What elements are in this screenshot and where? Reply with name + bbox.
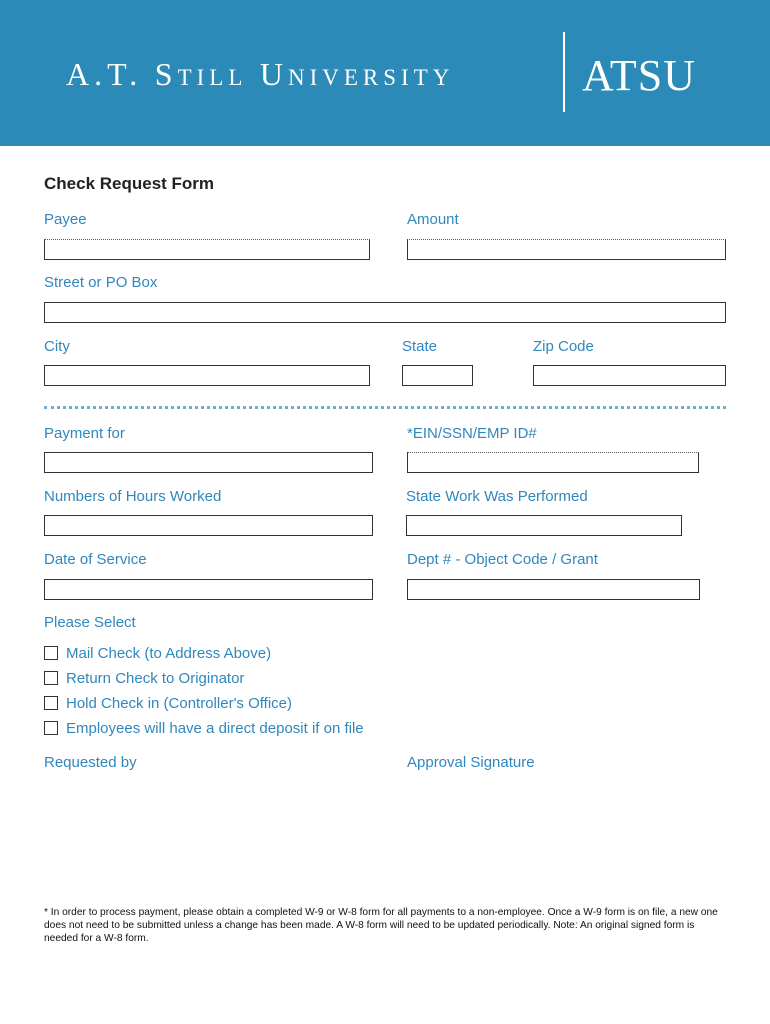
city-field[interactable] xyxy=(44,365,370,386)
state-label: State xyxy=(402,338,438,355)
city-label: City xyxy=(44,338,70,355)
header-divider xyxy=(563,32,565,112)
ein-label: *EIN/SSN/EMP ID# xyxy=(407,425,537,442)
requested-by-label: Requested by xyxy=(44,754,137,771)
section-divider xyxy=(44,406,726,409)
hours-field[interactable] xyxy=(44,515,373,536)
hold-check-checkbox[interactable] xyxy=(44,696,58,710)
direct-deposit-checkbox[interactable] xyxy=(44,721,58,735)
zip-field[interactable] xyxy=(533,365,726,386)
option-mail-check[interactable] xyxy=(44,643,271,663)
header-banner xyxy=(0,0,770,146)
street-field[interactable] xyxy=(44,302,726,323)
university-name: A.T. STILL UNIVERSITY xyxy=(66,56,455,92)
zip-label: Zip Code xyxy=(533,338,594,355)
payee-field[interactable] xyxy=(44,239,370,260)
option-return-check[interactable] xyxy=(44,668,244,688)
university-acronym: ATSU xyxy=(582,51,697,100)
option-hold-check[interactable] xyxy=(44,693,292,713)
date-of-service-label: Date of Service xyxy=(44,551,147,568)
footnote: * In order to process payment, please obtain a completed W-9 or W-8 form for all payments to a non-employee. Once a W-9 form is on file, a new one does not need to be submitted unless a change has been made. A W-8 form will need to be updated periodically. Note: An original signed form is needed for a W-8 form. xyxy=(44,907,718,944)
payment-for-label: Payment for xyxy=(44,425,125,442)
hold-check-label: Hold Check in (Controller's Office) xyxy=(66,694,292,712)
state-work-field[interactable] xyxy=(406,515,682,536)
form-title: Check Request Form xyxy=(44,174,215,193)
please-select-label: Please Select xyxy=(44,614,136,631)
option-direct-deposit[interactable] xyxy=(44,718,364,738)
mail-check-label: Mail Check (to Address Above) xyxy=(66,644,272,662)
ein-field[interactable] xyxy=(407,452,699,473)
state-field[interactable] xyxy=(402,365,473,386)
direct-deposit-label: Employees will have a direct deposit if on file xyxy=(66,719,364,737)
state-work-label: State Work Was Performed xyxy=(406,488,588,505)
amount-label: Amount xyxy=(407,211,459,228)
street-label: Street or PO Box xyxy=(44,274,158,291)
payment-for-field[interactable] xyxy=(44,452,373,473)
dept-field[interactable] xyxy=(407,579,700,600)
date-of-service-field[interactable] xyxy=(44,579,373,600)
payee-label: Payee xyxy=(44,211,87,228)
dept-label: Dept # - Object Code / Grant xyxy=(407,551,598,568)
amount-field[interactable] xyxy=(407,239,726,260)
return-check-label: Return Check to Originator xyxy=(66,669,245,687)
return-check-checkbox[interactable] xyxy=(44,671,58,685)
mail-check-checkbox[interactable] xyxy=(44,646,58,660)
approval-signature-label: Approval Signature xyxy=(407,754,535,771)
hours-label: Numbers of Hours Worked xyxy=(44,488,222,505)
